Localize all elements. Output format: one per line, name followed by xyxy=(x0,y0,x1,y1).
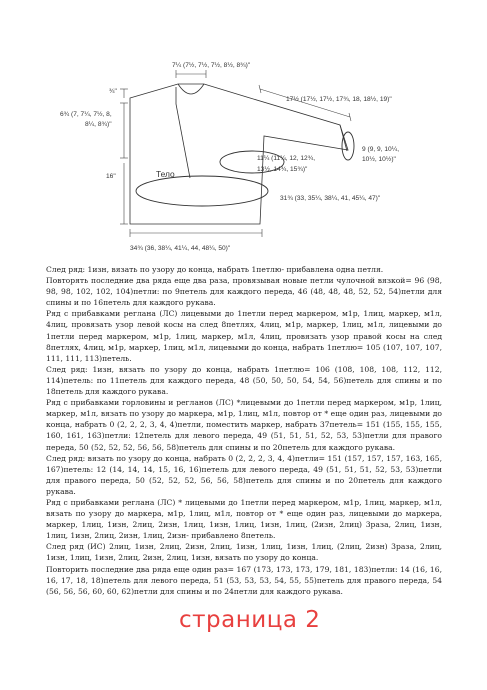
instructions-text xyxy=(46,264,442,597)
upper-arm-label-2: 13½, 14¾, 15¾)" xyxy=(257,166,308,173)
paragraph: Повторить последние два ряда еще один раз= 167 (173, 173, 173, 179, 181, 183)петли: 14 (16, 16, 16, 17, 18, 18)петель для левого переда, 51 (53, 53, 53, 54, 55, 55)петель для правого переда, 54 (56, 56, 56, 60, 60, 62)петли для спины и по 24петли для каждого рукава. xyxy=(46,564,442,596)
paragraph: Ряд с прибавками реглана (ЛС) лицевыми до 1петли перед маркером, м1р, 1лиц, маркер, м1л, 4лиц, провязать узор левой косы на след 8петлях, 4лиц, м1р, маркер, 1лиц, м1л, лицевыми до 1петли перед маркером, м1р, 1лиц, маркер, м1л, 4лиц, провязать узор правой косы на след 8петлях, 4лиц, м1р, маркер, 1лиц, м1л, лицевыми до конца, набрать 1петлю= 105 (107, 107, 107, 111, 111, 113)петель. xyxy=(46,309,442,363)
garment-schematic xyxy=(0,0,487,262)
paragraph: След ряд: 1изн, вязать по узору до конца, набрать 1петлю- прибавлена одна петля. xyxy=(46,265,384,274)
paragraph: Повторять последние два ряда еще два раза, провязывая новые петли чулочной вязкой= 96 (98, 98, 98, 102, 102, 104)петли: по 9петель для каждого переда, 46 (48, 48, 48, 52, 52, 54)петли для спины и по 16петель для каждого рукава. xyxy=(46,276,442,308)
front-width-label: 31¾ (33, 35¼, 38¼, 41, 45¼, 47)" xyxy=(280,195,381,202)
sleeve-length-label: 17½ (17½, 17½, 17¾, 18, 18½, 19)" xyxy=(286,96,392,103)
paragraph: Ряд с прибавками реглана (ЛС) * лицевыми до 1петли перед маркером, м1р, 1лиц, маркер, м1л, вязать по узору до маркера, м1р, 1лиц, м1л, повтор от * еще один раз, лицевыми до маркера, маркер, 1лиц, 1изн, 2лиц, 2изн, 1лиц, 1изн, 1лиц, 1изн, 1лиц, (2изн, 2лиц) 3раза, 2лиц, 1изн, 1лиц, 1изн, 2лиц, 2изн, 1лиц, 2изн- прибавлено 8петель. xyxy=(46,497,442,541)
raglan-depth-label-1: 6¾ (7, 7¼, 7½, 8, xyxy=(60,111,112,118)
paragraph: След ряд (ИС) 2лиц, 1изн, 2лиц, 2изн, 2лиц, 1изн, 1лиц, 1изн, 1лиц, (2лиц, 2изн) 3раза, 2лиц, 1изн, 1лиц, 1изн, 2лиц, 2изн, 2лиц, 1изн, вязать по узору до конца. xyxy=(46,542,442,563)
paragraph: След ряд: вязать по узору до конца, набрать 0 (2, 2, 2, 3, 4, 4)петли= 151 (157, 157, 157, 163, 165, 167)петель: 12 (14, 14, 14, 15, 16, 16)петель для левого переда, 49 (51, 51, 51, 52, 53, 53)петли для правого переда, 50 (52, 52, 52, 56, 56, 58)петель для спины и по 20петель для каждого рукава. xyxy=(46,453,442,496)
paragraph: След ряд: 1изн, вязать по узору до конца, набрать 1петлю= 106 (108, 108, 108, 112, 112, 114)петель: по 11петель для каждого переда, 48 (50, 50, 50, 54, 54, 56)петель для спины и по 18петель для каждого рукава. xyxy=(46,364,442,397)
hem-label: 34¾ (36, 38¼, 41¼, 44, 48¼, 50)" xyxy=(130,245,231,252)
neck-width-label: 7¼ (7½, 7½, 7½, 8½, 8¾)" xyxy=(172,62,251,69)
cuff-label-1: 9 (9, 9, 10¼, xyxy=(362,146,400,153)
raglan-depth-label-2: 8¼, 8¾)" xyxy=(85,121,112,128)
body-length-label: 16" xyxy=(106,173,116,180)
cuff-ellipse xyxy=(342,132,354,160)
upper-arm-label-1: 11¼ (11¼, 12, 12¾, xyxy=(257,155,316,162)
cuff-label-2: 10½, 10½)" xyxy=(362,156,396,163)
page-number-label: страница 2 xyxy=(179,607,321,633)
raglan-offset-label: ¾" xyxy=(109,88,117,95)
paragraph: Ряд с прибавками горловины и регланов (ЛС) *лицевыми до 1петли перед маркером, м1р, 1лиц, маркер, м1л, вязать по узору до маркера, м1р, 1лиц, м1л, повтор от * еще один раз, лицевыми до конца, набрать 0 (2, 2, 2, 3, 4, 4)петли, поместить маркер, набрать 37петель= 151 (155, 155, 155, 160, 161, 163)петли: 12петель для левого переда, 49 (51, 51, 51, 52, 53, 53)петли для правого переда, 50 (52, 52, 52, 56, 56, 58)петель для спины и по 20петель для каждого рукава. xyxy=(46,398,442,452)
body-label: Тело xyxy=(156,169,175,179)
chest-ellipse xyxy=(136,176,268,206)
